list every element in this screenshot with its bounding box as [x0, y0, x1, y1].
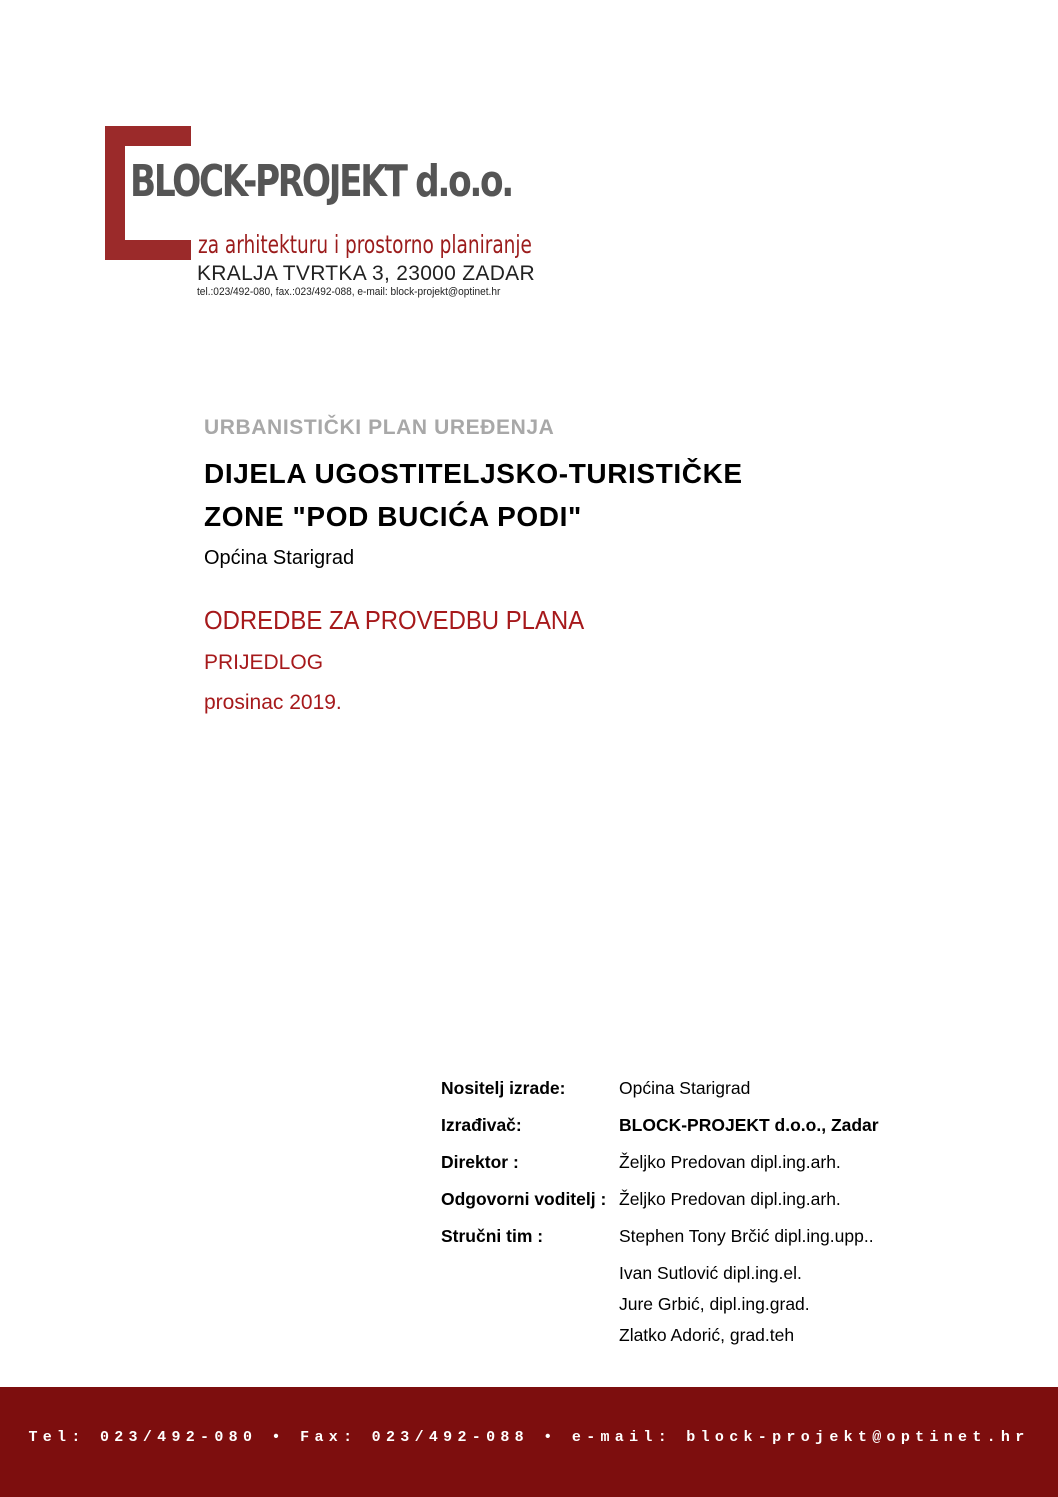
credit-value: BLOCK-PROJEKT d.o.o., Zadar — [619, 1115, 879, 1135]
document-status: PRIJEDLOG — [204, 651, 324, 674]
credit-label: Nositelj izrade: — [441, 1078, 566, 1098]
municipality: Općina Starigrad — [204, 547, 355, 569]
footer-contact-text: Tel: 023/492-080 • Fax: 023/492-088 • e-mail: block-projekt@optinet.hr — [28, 1429, 1030, 1446]
credit-label: Stručni tim : — [441, 1226, 544, 1246]
company-address: KRALJA TVRTKA 3, 23000 ZADAR — [197, 262, 535, 285]
team-list — [619, 1226, 874, 1356]
team-member: Ivan Sutlović dipl.ing.el. — [619, 1263, 802, 1283]
company-tagline: za arhitekturu i prostorno planiranje — [198, 230, 532, 259]
credit-label: Odgovorni voditelj : — [441, 1189, 607, 1209]
credit-value: Željko Predovan dipl.ing.arh. — [619, 1189, 841, 1209]
document-date: prosinac 2019. — [204, 691, 342, 714]
credit-value: Općina Starigrad — [619, 1078, 751, 1098]
team-member: Jure Grbić, dipl.ing.grad. — [619, 1294, 810, 1314]
title-line-1: DIJELA UGOSTITELJSKO-TURISTIČKE — [204, 458, 743, 489]
credit-label: Direktor : — [441, 1152, 519, 1172]
title-line-2: ZONE "POD BUCIĆA PODI" — [204, 501, 582, 532]
company-logo-name: BLOCK-PROJEKT d.o.o. — [130, 156, 512, 207]
team-member: Zlatko Adorić, grad.teh — [619, 1325, 795, 1345]
credit-value: Željko Predovan dipl.ing.arh. — [619, 1152, 841, 1172]
credit-label: Izrađivač: — [441, 1115, 522, 1135]
document-type: ODREDBE ZA PROVEDBU PLANA — [204, 605, 585, 635]
document-kicker: URBANISTIČKI PLAN UREĐENJA — [204, 416, 555, 439]
document-title — [204, 452, 743, 538]
page-footer — [0, 1387, 1058, 1497]
company-contact: tel.:023/492-080, fax.:023/492-088, e-mail: block-projekt@optinet.hr — [197, 286, 501, 298]
team-member: Stephen Tony Brčić dipl.ing.upp.. — [619, 1226, 874, 1246]
